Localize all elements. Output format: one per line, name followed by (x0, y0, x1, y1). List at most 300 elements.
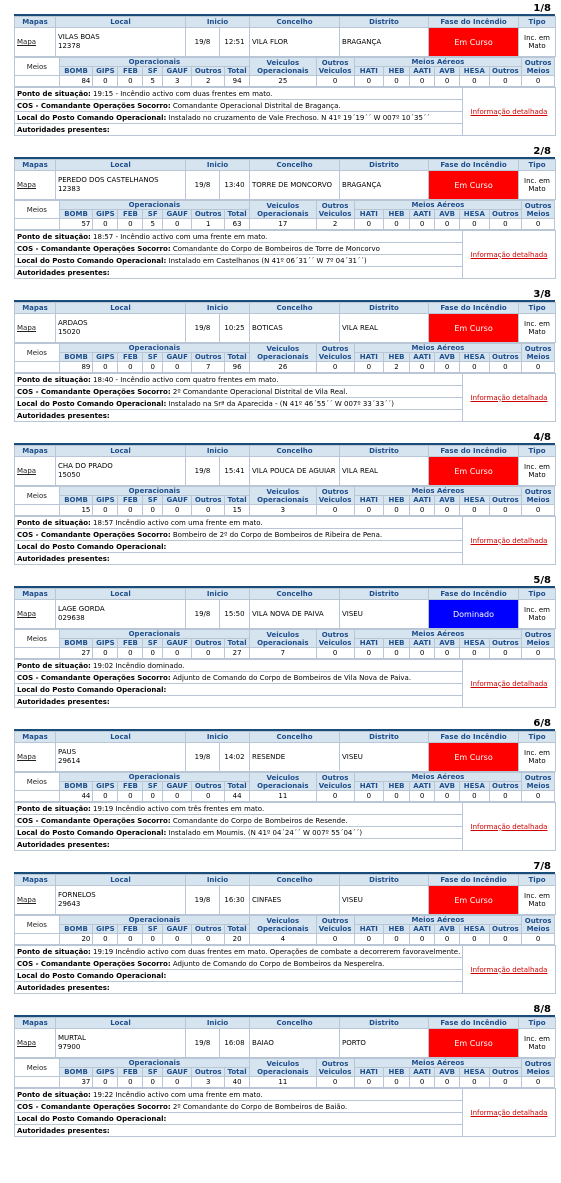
sf-header: SF (143, 353, 163, 362)
hesa-header: HESA (460, 496, 489, 505)
feb-header: FEB (118, 782, 143, 791)
detail-link[interactable]: Informação detalhada (463, 946, 556, 994)
meios-label: Meios (15, 1059, 60, 1077)
posto-label: Local do Posto Comando Operacional: (17, 971, 167, 980)
outros-veiculos-header: Outros Veiculos (316, 487, 354, 505)
op-group-header: Operacionais (59, 630, 250, 639)
outros-meios-value: 0 (522, 934, 555, 945)
bomb-value: 15 (59, 505, 93, 516)
info-table (14, 659, 556, 708)
aereos-group-header: Meios Aéreos (354, 201, 522, 210)
gauf-header: GAUF (163, 782, 192, 791)
avb-header: AVB (435, 67, 460, 76)
outros-value: 0 (192, 505, 225, 516)
concelho: CINFAES (250, 886, 340, 915)
aati-value: 0 (410, 362, 435, 373)
aati-header: AATI (410, 925, 435, 934)
info-table (14, 1088, 556, 1137)
outros-header: Outros (192, 353, 225, 362)
heb-value: 0 (383, 791, 409, 802)
autoridades-label: Autoridades presentes: (17, 697, 110, 706)
fase-status: Dominado (429, 600, 519, 629)
col-distrito: Distrito (340, 589, 429, 600)
incident-card (14, 715, 555, 858)
detail-link[interactable]: Informação detalhada (463, 803, 556, 851)
info-table (14, 373, 556, 422)
fase-status: Em Curso (429, 28, 519, 57)
avb-value: 0 (435, 505, 460, 516)
gauf-value: 0 (163, 934, 192, 945)
aati-value: 0 (410, 76, 435, 87)
concelho: VILA POUCA DE AGUIAR (250, 457, 340, 486)
col-fase: Fase do Incêndio (429, 1018, 519, 1029)
feb-header: FEB (118, 925, 143, 934)
sf-header: SF (143, 67, 163, 76)
outros-aereos-value: 0 (489, 362, 522, 373)
local-name: MURTAL (58, 1034, 86, 1042)
start-time: 16:30 (220, 886, 250, 915)
info-table (14, 516, 556, 565)
col-inicio: Inicio (186, 17, 250, 28)
outros-meios-value: 0 (522, 362, 555, 373)
hati-value: 0 (354, 648, 383, 659)
detail-link[interactable]: Informação detalhada (463, 1089, 556, 1137)
hati-value: 0 (354, 76, 383, 87)
sf-value: 0 (143, 648, 163, 659)
aati-value: 0 (410, 1077, 435, 1088)
outros-header: Outros (192, 496, 225, 505)
outros-veiculos-value: 2 (316, 219, 354, 230)
start-time: 10:25 (220, 314, 250, 343)
bomb-header: BOMB (59, 210, 93, 219)
hesa-header: HESA (460, 210, 489, 219)
meios-label: Meios (15, 916, 60, 934)
ponto-text: 19:15 - Incêndio activo com duas frentes em mato. (93, 89, 273, 98)
posto-text: Instalado em Castelhanos (N 41º 06´31´´ W 7º 04´31´´) (168, 256, 367, 265)
distrito: VILA REAL (340, 314, 429, 343)
aati-header: AATI (410, 210, 435, 219)
outros-header: Outros (192, 210, 225, 219)
gips-value: 0 (93, 1077, 118, 1088)
bomb-header: BOMB (59, 782, 93, 791)
total-value: 63 (225, 219, 250, 230)
outros-meios-value: 0 (522, 76, 555, 87)
outros-header: Outros (192, 782, 225, 791)
map-link[interactable]: Mapa (17, 324, 37, 332)
hati-header: HATI (354, 210, 383, 219)
sf-header: SF (143, 925, 163, 934)
col-distrito: Distrito (340, 160, 429, 171)
cos-label: COS - Comandante Operações Socorro: (17, 1102, 171, 1111)
tipo: Inc. em Mato (519, 457, 556, 486)
map-link[interactable]: Mapa (17, 610, 37, 618)
info-table (14, 802, 556, 851)
sf-value: 5 (143, 76, 163, 87)
gauf-value: 0 (163, 791, 192, 802)
cos-text: 2º Comandante Operacional Distrital de Vila Real. (172, 387, 348, 396)
aereos-group-header: Meios Aéreos (354, 344, 522, 353)
detail-link[interactable]: Informação detalhada (463, 517, 556, 565)
local-name: LAGE GORDA (58, 605, 105, 613)
autoridades-label: Autoridades presentes: (17, 411, 110, 420)
veiculos-value: 17 (250, 219, 316, 230)
ponto-label: Ponto de situação: (17, 89, 91, 98)
fase-status: Em Curso (429, 457, 519, 486)
gauf-value: 0 (163, 505, 192, 516)
avb-header: AVB (435, 210, 460, 219)
total-value: 96 (225, 362, 250, 373)
col-local: Local (56, 1018, 186, 1029)
page-number: 2/8 (14, 143, 555, 159)
concelho: VILA FLOR (250, 28, 340, 57)
gauf-header: GAUF (163, 1068, 192, 1077)
heb-header: HEB (383, 925, 409, 934)
col-tipo: Tipo (519, 875, 556, 886)
local-name: PEREDO DOS CASTELHANOS (58, 176, 159, 184)
tipo: Inc. em Mato (519, 1029, 556, 1058)
cos-text: Bombeiro de 2º do Corpo de Bombeiros de Ribeira de Pena. (172, 530, 383, 539)
hesa-header: HESA (460, 639, 489, 648)
outros-veiculos-value: 0 (316, 648, 354, 659)
incident-list (14, 0, 555, 1144)
distrito: BRAGANÇA (340, 171, 429, 200)
heb-value: 0 (383, 648, 409, 659)
outros-aereos-header: Outros (489, 639, 522, 648)
sf-header: SF (143, 782, 163, 791)
aati-value: 0 (410, 648, 435, 659)
gauf-header: GAUF (163, 353, 192, 362)
outros-veiculos-header: Outros Veiculos (316, 630, 354, 648)
veiculos-header: Veiculos Operacionais (250, 773, 316, 791)
distrito: VISEU (340, 600, 429, 629)
sf-value: 0 (143, 934, 163, 945)
map-link[interactable]: Mapa (17, 753, 37, 761)
gauf-value: 0 (163, 219, 192, 230)
outros-value: 1 (192, 219, 225, 230)
posto-text: Instalado em Moumis. (N 41º 04´24´´ W 007º 55´04´´) (168, 828, 363, 837)
ponto-label: Ponto de situação: (17, 947, 91, 956)
total-header: Total (225, 353, 250, 362)
hati-value: 0 (354, 791, 383, 802)
cos-text: Comandante do Corpo de Bombeiros de Resende. (172, 816, 348, 825)
avb-value: 0 (435, 791, 460, 802)
heb-value: 0 (383, 219, 409, 230)
outros-header: Outros (192, 1068, 225, 1077)
start-date: 19/8 (186, 886, 220, 915)
col-local: Local (56, 875, 186, 886)
aereos-group-header: Meios Aéreos (354, 487, 522, 496)
map-link[interactable]: Mapa (17, 38, 37, 46)
meios-label: Meios (15, 487, 60, 505)
map-link[interactable]: Mapa (17, 1039, 37, 1047)
gauf-value: 0 (163, 1077, 192, 1088)
fase-status: Em Curso (429, 1029, 519, 1058)
outros-veiculos-header: Outros Veiculos (316, 58, 354, 76)
hati-value: 0 (354, 505, 383, 516)
outros-veiculos-header: Outros Veiculos (316, 344, 354, 362)
posto-text: Instalado no cruzamento de Vale Frechoso. N 41º 19´19´´ W 007º 10´35´´ (168, 113, 430, 122)
gips-value: 0 (93, 934, 118, 945)
detail-link[interactable]: Informação detalhada (463, 231, 556, 279)
hesa-value: 0 (460, 76, 489, 87)
feb-header: FEB (118, 1068, 143, 1077)
gips-value: 0 (93, 219, 118, 230)
gips-header: GIPS (93, 639, 118, 648)
hati-header: HATI (354, 782, 383, 791)
veiculos-value: 7 (250, 648, 316, 659)
hesa-value: 0 (460, 505, 489, 516)
start-date: 19/8 (186, 457, 220, 486)
ponto-label: Ponto de situação: (17, 661, 91, 670)
col-local: Local (56, 589, 186, 600)
sf-value: 5 (143, 219, 163, 230)
ponto-text: 19:22 Incêndio activo com uma frente em mato. (93, 1090, 263, 1099)
hesa-header: HESA (460, 353, 489, 362)
total-header: Total (225, 496, 250, 505)
avb-header: AVB (435, 639, 460, 648)
detail-link[interactable]: Informação detalhada (463, 374, 556, 422)
heb-header: HEB (383, 353, 409, 362)
bomb-header: BOMB (59, 1068, 93, 1077)
cos-text: Adjunto de Comando do Corpo de Bombeiros da Nesperelra. (172, 959, 385, 968)
outros-aereos-header: Outros (489, 496, 522, 505)
map-link[interactable]: Mapa (17, 181, 37, 189)
distrito: VISEU (340, 743, 429, 772)
incident-card (14, 572, 555, 715)
total-value: 20 (225, 934, 250, 945)
col-mapas: Mapas (15, 875, 56, 886)
col-tipo: Tipo (519, 303, 556, 314)
veiculos-header: Veiculos Operacionais (250, 58, 316, 76)
local-name: FORNELOS (58, 891, 96, 899)
col-mapas: Mapas (15, 446, 56, 457)
total-header: Total (225, 782, 250, 791)
feb-header: FEB (118, 67, 143, 76)
ponto-text: 19:02 Incêndio dominado. (93, 661, 185, 670)
aati-value: 0 (410, 934, 435, 945)
local-code: 12378 (58, 42, 81, 50)
cos-label: COS - Comandante Operações Socorro: (17, 673, 171, 682)
meios-label: Meios (15, 344, 60, 362)
veiculos-header: Veiculos Operacionais (250, 201, 316, 219)
gips-header: GIPS (93, 67, 118, 76)
outros-meios-header: Outros Meios (522, 916, 555, 934)
bomb-header: BOMB (59, 639, 93, 648)
map-link[interactable]: Mapa (17, 467, 37, 475)
veiculos-value: 26 (250, 362, 316, 373)
hati-value: 0 (354, 1077, 383, 1088)
autoridades-label: Autoridades presentes: (17, 983, 110, 992)
start-date: 19/8 (186, 171, 220, 200)
aereos-group-header: Meios Aéreos (354, 916, 522, 925)
start-date: 19/8 (186, 314, 220, 343)
sf-header: SF (143, 210, 163, 219)
heb-value: 0 (383, 934, 409, 945)
gips-value: 0 (93, 362, 118, 373)
veiculos-header: Veiculos Operacionais (250, 630, 316, 648)
outros-aereos-value: 0 (489, 934, 522, 945)
total-header: Total (225, 925, 250, 934)
posto-label: Local do Posto Comando Operacional: (17, 256, 167, 265)
start-time: 15:50 (220, 600, 250, 629)
outros-veiculos-value: 0 (316, 362, 354, 373)
hesa-header: HESA (460, 782, 489, 791)
ponto-label: Ponto de situação: (17, 232, 91, 241)
col-mapas: Mapas (15, 1018, 56, 1029)
aati-header: AATI (410, 353, 435, 362)
info-table (14, 87, 556, 136)
feb-value: 0 (118, 791, 143, 802)
col-concelho: Concelho (250, 589, 340, 600)
avb-value: 0 (435, 362, 460, 373)
gauf-value: 0 (163, 362, 192, 373)
feb-value: 0 (118, 648, 143, 659)
feb-value: 0 (118, 219, 143, 230)
incident-card (14, 858, 555, 1001)
ponto-label: Ponto de situação: (17, 375, 91, 384)
hesa-value: 0 (460, 648, 489, 659)
col-mapas: Mapas (15, 17, 56, 28)
veiculos-value: 25 (250, 76, 316, 87)
outros-meios-value: 0 (522, 1077, 555, 1088)
col-concelho: Concelho (250, 732, 340, 743)
feb-value: 0 (118, 1077, 143, 1088)
map-link[interactable]: Mapa (17, 896, 37, 904)
concelho: TORRE DE MONCORVO (250, 171, 340, 200)
feb-value: 0 (118, 76, 143, 87)
gips-value: 0 (93, 791, 118, 802)
bomb-header: BOMB (59, 925, 93, 934)
col-local: Local (56, 732, 186, 743)
fase-status: Em Curso (429, 171, 519, 200)
incident-card (14, 1001, 555, 1144)
outros-meios-value: 0 (522, 505, 555, 516)
gips-header: GIPS (93, 210, 118, 219)
autoridades-label: Autoridades presentes: (17, 125, 110, 134)
page-number: 6/8 (14, 715, 555, 731)
page-number: 5/8 (14, 572, 555, 588)
bomb-header: BOMB (59, 496, 93, 505)
col-local: Local (56, 303, 186, 314)
col-inicio: Inicio (186, 160, 250, 171)
outros-meios-header: Outros Meios (522, 1059, 555, 1077)
outros-header: Outros (192, 67, 225, 76)
col-distrito: Distrito (340, 732, 429, 743)
col-fase: Fase do Incêndio (429, 446, 519, 457)
detail-link[interactable]: Informação detalhada (463, 660, 556, 708)
posto-label: Local do Posto Comando Operacional: (17, 1114, 167, 1123)
incident-summary-table (14, 588, 556, 629)
gauf-header: GAUF (163, 67, 192, 76)
outros-value: 7 (192, 362, 225, 373)
gips-header: GIPS (93, 496, 118, 505)
fase-status: Em Curso (429, 314, 519, 343)
distrito: VISEU (340, 886, 429, 915)
aati-value: 0 (410, 505, 435, 516)
feb-header: FEB (118, 353, 143, 362)
total-header: Total (225, 1068, 250, 1077)
outros-veiculos-header: Outros Veiculos (316, 773, 354, 791)
aati-header: AATI (410, 782, 435, 791)
veiculos-header: Veiculos Operacionais (250, 487, 316, 505)
op-group-header: Operacionais (59, 58, 250, 67)
autoridades-label: Autoridades presentes: (17, 268, 110, 277)
ponto-text: 18:57 - Incêndio activo com uma frente em mato. (93, 232, 268, 241)
cos-text: Adjunto de Comando do Corpo de Bombeiros de Vila Nova de Paiva. (172, 673, 412, 682)
hati-header: HATI (354, 925, 383, 934)
outros-value: 0 (192, 648, 225, 659)
total-value: 94 (225, 76, 250, 87)
heb-value: 2 (383, 362, 409, 373)
ponto-label: Ponto de situação: (17, 518, 91, 527)
bomb-header: BOMB (59, 67, 93, 76)
local-code: 97900 (58, 1043, 81, 1051)
concelho: RESENDE (250, 743, 340, 772)
incident-summary-table (14, 159, 556, 200)
page-number: 3/8 (14, 286, 555, 302)
gips-header: GIPS (93, 1068, 118, 1077)
cos-label: COS - Comandante Operações Socorro: (17, 101, 171, 110)
aati-value: 0 (410, 219, 435, 230)
avb-value: 0 (435, 76, 460, 87)
sf-value: 0 (143, 505, 163, 516)
feb-header: FEB (118, 496, 143, 505)
col-mapas: Mapas (15, 160, 56, 171)
tipo: Inc. em Mato (519, 314, 556, 343)
incident-summary-table (14, 874, 556, 915)
ponto-label: Ponto de situação: (17, 1090, 91, 1099)
local-name: VILAS BOAS (58, 33, 100, 41)
tipo: Inc. em Mato (519, 28, 556, 57)
distrito: BRAGANÇA (340, 28, 429, 57)
cos-label: COS - Comandante Operações Socorro: (17, 387, 171, 396)
ponto-text: 19:19 Incêndio activo com três frentes em mato. (93, 804, 265, 813)
sf-header: SF (143, 639, 163, 648)
aati-value: 0 (410, 791, 435, 802)
hati-header: HATI (354, 67, 383, 76)
distrito: VILA REAL (340, 457, 429, 486)
meios-label: Meios (15, 773, 60, 791)
avb-value: 0 (435, 934, 460, 945)
info-table (14, 945, 556, 994)
avb-value: 0 (435, 648, 460, 659)
col-local: Local (56, 160, 186, 171)
col-tipo: Tipo (519, 732, 556, 743)
incident-summary-table (14, 16, 556, 57)
local-code: 15050 (58, 471, 81, 479)
cos-text: 2º Comandante do Corpo de Bombeiros de Baião. (172, 1102, 348, 1111)
incident-summary-table (14, 445, 556, 486)
cos-text: Comandante Operacional Distrital de Bragança. (172, 101, 341, 110)
col-fase: Fase do Incêndio (429, 875, 519, 886)
posto-label: Local do Posto Comando Operacional: (17, 399, 167, 408)
heb-value: 0 (383, 1077, 409, 1088)
col-tipo: Tipo (519, 446, 556, 457)
veiculos-value: 11 (250, 1077, 316, 1088)
tipo: Inc. em Mato (519, 743, 556, 772)
start-date: 19/8 (186, 600, 220, 629)
aereos-group-header: Meios Aéreos (354, 58, 522, 67)
outros-meios-value: 0 (522, 648, 555, 659)
bomb-value: 89 (59, 362, 93, 373)
detail-link[interactable]: Informação detalhada (463, 88, 556, 136)
avb-header: AVB (435, 496, 460, 505)
tipo: Inc. em Mato (519, 600, 556, 629)
hati-header: HATI (354, 1068, 383, 1077)
start-date: 19/8 (186, 1029, 220, 1058)
sf-value: 0 (143, 791, 163, 802)
autoridades-label: Autoridades presentes: (17, 1126, 110, 1135)
